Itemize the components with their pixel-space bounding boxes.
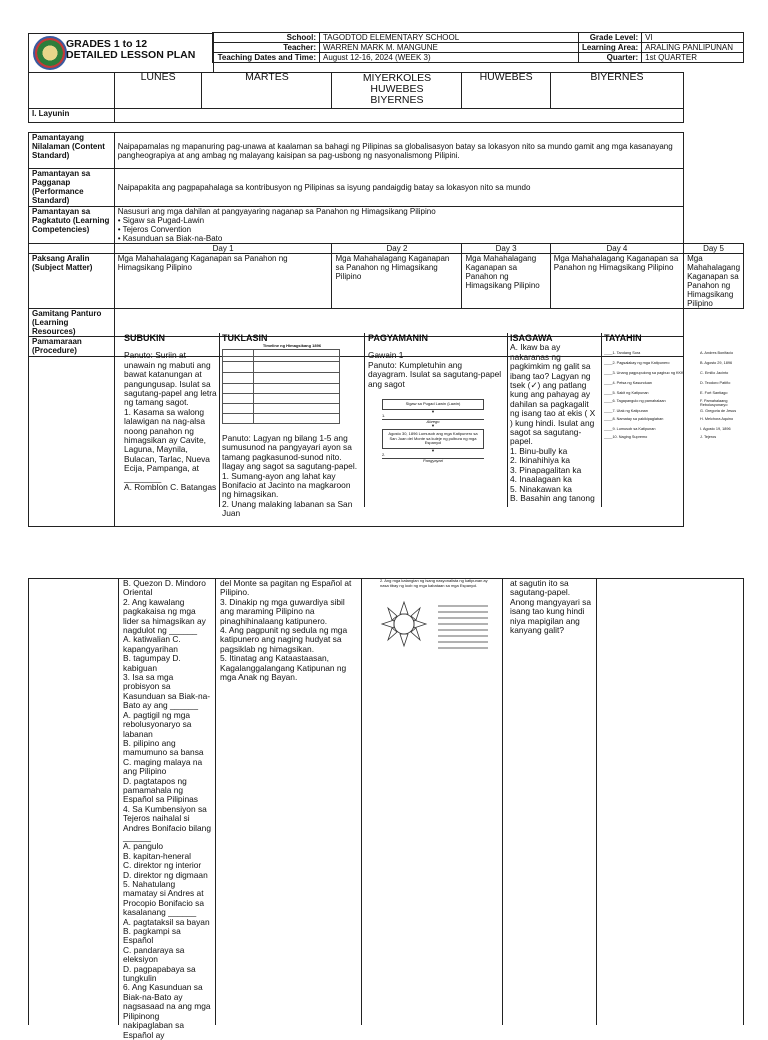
area-value: ARALING PANLIPUNAN [642,43,744,53]
teacher-value: WARREN MARK M. MANGUNE [320,43,579,53]
matching-type [604,351,742,451]
teacher-label: Teacher: [213,43,320,53]
subukin-title: SUBUKIN [124,333,166,343]
day-header-blank [29,73,115,109]
day2-label: Day 2 [332,244,462,254]
performance-standard-text: Naipapakita ang pagpapahalaga sa kontribusyon ng Pilipinas sa isyung pandaigdig batay sa lokasyon nito sa mundo [114,169,683,207]
pagyamanin-title: PAGYAMANIN [368,333,429,343]
pagyamanin-continued [366,579,498,652]
procedure-label: Pamamaraan (Procedure) [29,337,115,357]
pagyamanin-column [368,334,502,506]
pagyamanin-text: Gawain 1 Panuto: Kumpletuhin ang dayagram. Isulat sa sagutang-papel ang sagot [368,350,502,389]
isagawa-continued: at sagutin ito sa sagutang-papel. Anong mangyayari sa isang tao kung hindi niya mapigilan ang kanyang galit? [510,578,592,636]
matching-right: A. Andres Bonifacio B. Agosto 29, 1896 C. Emilio Jacinto D. Teodoro Patiño E. Fort Santiago F. Pamahalaang Rebolusyonaryo G. Gregoria de Jesus H. Melchora Aquino I. Agosto 19, 1896 J. Tejeros [700,351,737,440]
subukin-column [124,334,217,506]
quarter-value: 1st QUARTER [642,53,744,63]
grade-value: VI [642,33,744,43]
day1-label: Day 1 [114,244,332,254]
diagram-box-1: Sigaw sa Pugad Lawin (Lawin) [382,399,484,410]
tuklasin-title: TUKLASIN [222,333,268,343]
day-header-biyernes: BIYERNES [550,73,683,109]
tuklasin-continued: del Monte sa pagitan ng Español at Pilipino. 3. Dinakip ng mga guwardiya sibil ang maraming Pilipino na pinaghihinalaang katipunero. 4. Ang pagpunit ng sedula ng mga katipunero ang naging hudyat sa pagsiklab ng himagsikan. 5. Itinatag ang Kataastaasan, Kagalanggalangang Katipunan ng mga Anak ng Bayan. [220,578,352,683]
tayahin-column [604,334,742,506]
content-standard-label: Pamantayang Nilalaman (Content Standard) [29,133,115,169]
area-label: Learning Area: [579,43,642,53]
day5-label: Day 5 [684,244,744,254]
performance-standard-label: Pamantayan sa Pagganap (Performance Standard) [29,169,115,207]
day-header-huwebes: HUWEBES [462,73,550,109]
logo-box [28,33,214,73]
header-info-table [212,32,744,63]
subject-day5: Mga Mahahalagang Kaganapan sa Panahon ng Himagsikang Pilipino [684,254,744,309]
competencies-text: Nasusuri ang mga dahilan at pangyayaring naganap sa Panahon ng Himagsikang Pilipino • Sigaw sa Pugad-Lawin • Tejeros Convention • Kasunduan sa Biak-na-Bato [114,207,683,244]
isagawa-title: ISAGAWA [510,333,553,343]
timeline-table [222,349,362,424]
tuklasin-column [222,333,362,519]
grade-label: Grade Level: [579,33,642,43]
tuklasin-text: Panuto: Lagyan ng bilang 1-5 ang sumusunod na pangyayari ayon sa tamang pagkasunod-sunod nito. Ilagay ang sagot sa sagutang-papel. 1. Sumang-ayon ang lahat kay Bonifacio at Jacinto na magkaroon ng himagsikan. 2. Unang malaking labanan sa San Juan [222,433,358,519]
content-standard-text: Naipapamalas ng mapanuring pag-unawa at kaalaman sa bahagi ng Pilipinas sa globalisasyon batay sa lokasyon nito sa mundo gamit ang mga kasanayang pangheograpiya at ang ambag ng malayang kaisipan sa pag-usbong ng nasyonalismong Pilipini. [114,133,683,169]
diagram-arrow-1: ▼ [431,408,435,414]
subject-day1: Mga Mahahalagang Kaganapan sa Panahon ng Himagsikang Pilipino [114,254,332,309]
dates-value: August 12-16, 2024 (WEEK 3) [320,53,579,63]
day-header-lunes: LUNES [114,73,202,109]
sun-diagram [366,592,498,652]
diagram-box-2: Agosto 30, 1896 Lumusob ang mga Katipunero sa San Juan del Monte sa kuleje ng pulbura ng mga Espanyol [382,429,484,449]
isagawa-column [510,334,599,506]
day-header-miyerkoles: MIYERKOLES HUWEBES BIYERNES [332,73,462,109]
diagram: Sigaw sa Pugad Lawin (Lawin) ▼ 1. Abrego ▼ Agosto 30, 1896 Lumusob ang mga Katipunero sa San Juan del Monte sa kuleje ng pulbura ng mga Espanyol ▼ 2. Pangyayari [382,399,484,464]
tayahin-title: TAYAHIN [604,333,642,343]
subject-matter-label: Paksang Aralin (Subject Matter) [29,254,115,309]
day3-label: Day 3 [462,244,550,254]
dates-label: Teaching Dates and Time: [213,53,320,63]
competencies-label: Pamantayan sa Pagkatuto (Learning Competencies) [29,207,115,244]
school-label: School: [213,33,320,43]
day4-label: Day 4 [550,244,683,254]
resources-label: Gamitang Panturo (Learning Resources) [29,309,115,337]
sun-diagram-caption: 2. Ang mga katangian ng isang nasyonalista ng katipunan ay nasa tibay ng loob ng mga kabataan sa mga Espanyol. [380,578,488,588]
subukin-continued: B. Quezon D. Mindoro Oriental 2. Ang kawalang pagkakaisa ng mga lider sa himagsikan ay nagdulot ng ______ A. katiwalian C. kapangyarihan B. tagumpay D. kabiguan 3. Isa sa mga probisyon sa Kasunduan sa Biak-na-Bato ay ang ______ A. pagtigil ng mga rebolusyonaryo sa labanan B. pilipino ang mamumuno sa bansa C. maging malaya na ang Pilipino D. pagtatapos ng pamamahala ng Español sa Pilipinas 4. Sa Kumbensiyon sa Tejeros naihalal si Andres Bonifacio bilang ______ A. pangulo B. kapitan-heneral C. direktor ng interior D. direktor ng digmaan 5. Nahatulang mamatay si Andres at Procopio Bonifacio sa kasalanang ______ A. pagtataksil sa bayan B. pagkampi sa Español C. pandaraya sa eleksiyon D. pagpapabaya sa tungkulin 6. Ang Kasunduan sa Biak-na-Bato ay nagsasaad na ang mga Pilipinong nakipaglaban sa Español ay [123,578,211,1040]
school-value: TAGODTOD ELEMENTARY SCHOOL [320,33,579,43]
layunin-label: I. Layunin [29,109,115,123]
timeline-title: Timeline ng Himagsikang 1896 [262,343,322,349]
form-title: GRADES 1 to 12 DETAILED LESSON PLAN [66,38,196,61]
quarter-label: Quarter: [579,53,642,63]
isagawa-text: A. Ikaw ba ay nakaranas ng pagkimkim ng galit sa ibang tao? Lagyan ng tsek (✓) ang patlang kung ang pahayag ay dahilan sa pagkagalit ng isang tao at ekis ( X ) kung hindi. Isulat ang sagot sa sagutang-papel. 1. Binu-bully ka 2. Ikinahihiya ka 3. Pinapagalitan ka 4. Inaalagaan ka 5. Ninakawan ka B. Basahin ang tanong [510,342,596,503]
matching-left: ____1. Tandang Sora ____2. Pagsalakay ng mga Katipunero ____3. Unang pagpupulong sa pagbuo ng KKK ____4. Petsa ng Kasunduan ____5. Sakit ng Katipunan ____6. Tagapangulo ng pamahalaan ____7. Utak ng Katipunan ____8. Namatay sa pakikipaglaban ____9. Lumusob sa Katipunan ____10. Naging Supremo [604,351,684,440]
subject-day4: Mga Mahahalagang Kaganapan sa Panahon ng Himagsikang Pilipino [550,254,683,309]
subject-day3: Mga Mahahalagang Kaganapan sa Panahon ng Himagsikang Pilipino [462,254,550,309]
diagram-label-1: Abrego [426,418,440,424]
diagram-label-2: Pangyayari [422,457,443,463]
subukin-text: Panuto: Suriin at unawain ng mabuti ang bawat katanungan at pangungusap. Isulat sa sagutang-papel ang letra ng tamang sagot. 1. Kasama sa walong lalawigan na nag-alsa noong panahon ng himagsikan ay Cavite, Laguna, Maynila, Bulacan, Tarlac, Nueva Ecija, Pampanga, at ________ A. Romblon C. Batangas [124,350,217,493]
page2-table [28,578,744,1040]
day-header-martes: MARTES [202,73,332,109]
subject-day2: Mga Mahahalagang Kaganapan sa Panahon ng Himagsikang Pilipino [332,254,462,309]
